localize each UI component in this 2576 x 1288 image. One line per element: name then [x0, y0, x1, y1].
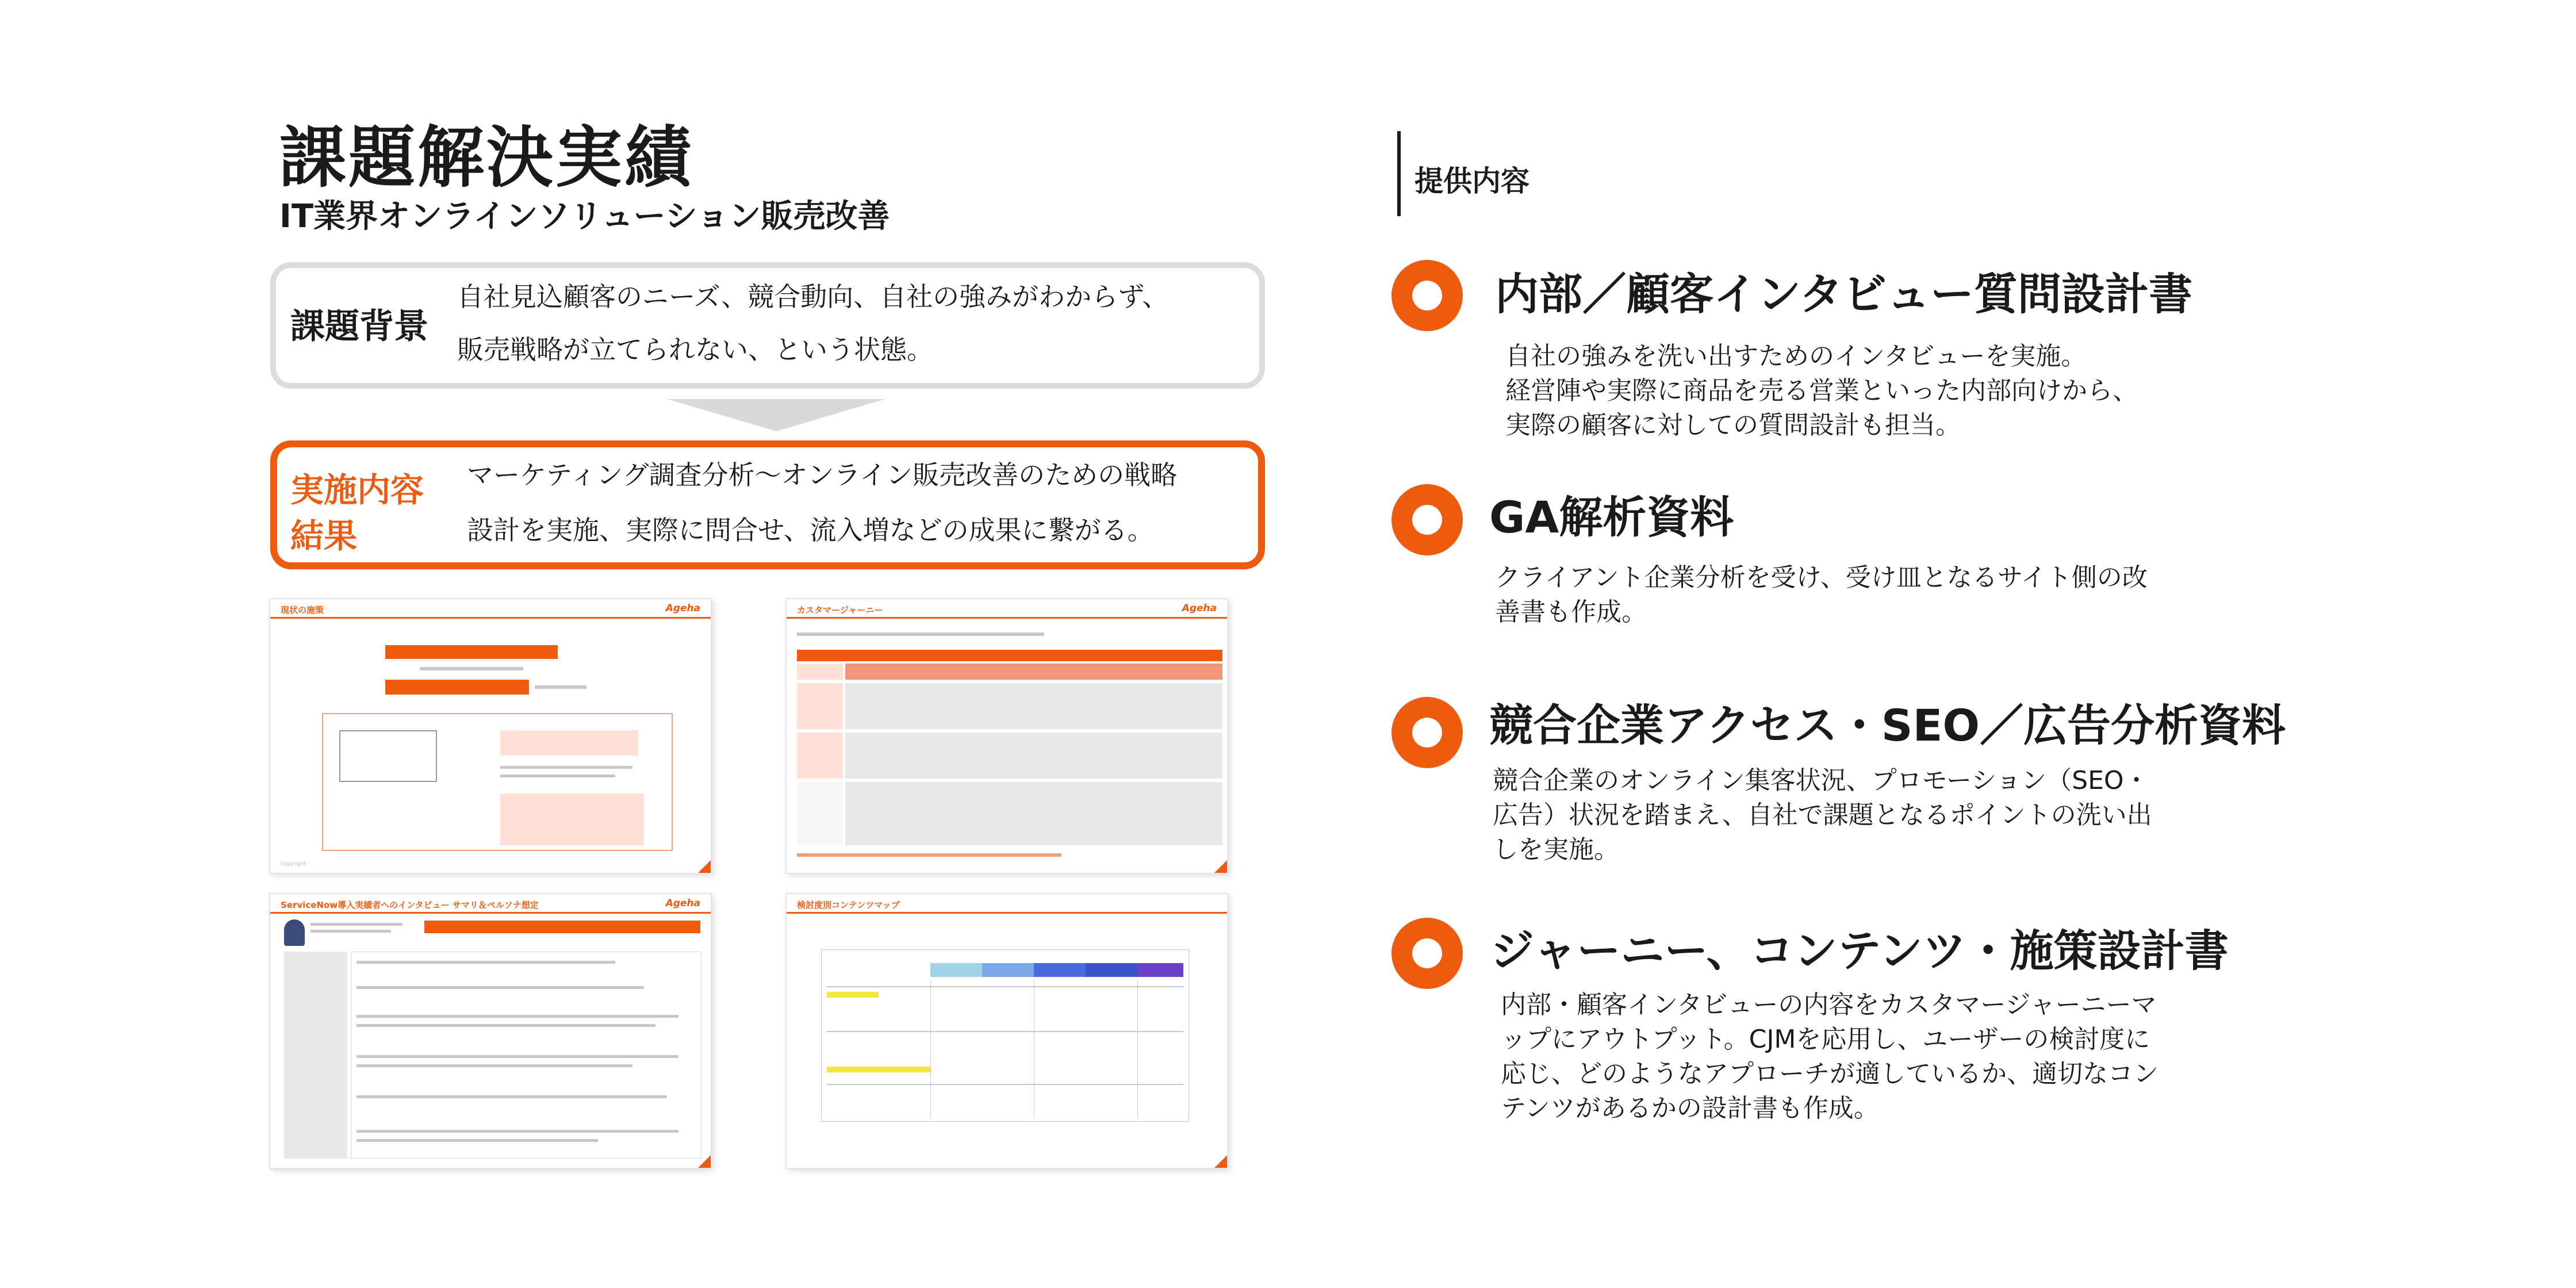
slide-shape [797, 733, 843, 779]
slide-logo: Ageha [665, 898, 700, 909]
slide-shape [356, 986, 644, 989]
slide-corner [1214, 860, 1227, 873]
slide-shape [797, 683, 843, 729]
slide-shape [797, 853, 1061, 857]
slide-shape [797, 664, 843, 680]
slide-shape [356, 1130, 678, 1133]
slide-shape [827, 992, 879, 998]
section-body: 競合企業のオンライン集客状況、プロモーション（SEO・ 広告）状況を踏まえ、自社で課題となるポイントの洗い出 しを実施。 [1493, 766, 2152, 864]
slide-thumbnail-customer-journey[interactable] [785, 598, 1228, 874]
slide-shape [356, 1024, 656, 1027]
section-body: 自社の強みを洗い出すためのインタビューを実施。 経営陣や実際に商品を売る営業といった内部向けから、 実際の顧客に対しての質問設計も担当。 [1505, 342, 2138, 440]
slide-logo: Ageha [1182, 603, 1217, 614]
background-text: 自社見込顧客のニーズ、競合動向、自社の強みがわからず、 販売戦略が立てられない、という状態。 [457, 281, 1169, 365]
provided-content-heading: 提供内容 [1414, 164, 1529, 198]
slide-shape [827, 1031, 1183, 1032]
slide-logo: Ageha [665, 603, 700, 614]
slide-title: 検討度別コンテンツマップ [797, 900, 900, 910]
page-title: 課題解決実績 [279, 119, 693, 197]
section-title: 競合企業アクセス・SEO／広告分析資料 [1489, 700, 2286, 751]
ring-bullet-icon [1392, 260, 1463, 331]
slide-shape [284, 952, 347, 1159]
slide-shape [310, 923, 402, 926]
background-label: 課題背景 [290, 306, 428, 347]
slide-shape [827, 1067, 930, 1072]
slide-shape [310, 930, 391, 933]
slide-thumbnail-interview-summary[interactable] [269, 893, 712, 1169]
ring-bullet-icon [1392, 697, 1463, 768]
slide-shape [500, 730, 638, 756]
slide-shape [1034, 963, 1086, 977]
ring-bullet-icon [1392, 484, 1463, 555]
implementation-label: 実施内容 結果 [290, 470, 424, 555]
slide-thumbnail-content-map[interactable] [785, 893, 1228, 1169]
slide-shape [827, 1084, 1183, 1085]
slide-shape [845, 664, 1222, 680]
slide-shape [356, 1095, 667, 1098]
slide-shape [424, 921, 700, 933]
slide-shape [356, 961, 615, 964]
slide-shape [385, 645, 558, 659]
slide-shape [356, 1064, 632, 1067]
down-arrow-icon [667, 399, 885, 431]
slide-title: カスタマージャーニー [797, 605, 883, 615]
ring-bullet-icon [1392, 918, 1463, 989]
slide-corner [698, 860, 711, 873]
slide-shape [797, 632, 1044, 636]
slide-shape [1086, 963, 1137, 977]
slide-shape [797, 782, 843, 845]
slide-shape [356, 1139, 598, 1142]
slide-shape [1137, 963, 1183, 977]
slide-shape [827, 986, 1183, 987]
slide-shape [845, 683, 1222, 729]
slide-shape [356, 1055, 678, 1058]
section-title: 内部／顧客インタビュー質問設計書 [1495, 269, 2192, 320]
page-subtitle: IT業界オンラインソリューション販売改善 [279, 198, 890, 235]
slide-shape [420, 667, 523, 670]
slide-shape [500, 775, 615, 777]
slide-shape [930, 963, 982, 977]
implementation-text: マーケティング調査分析〜オンライン販売改善のための戦略 設計を実施、実際に問合せ、流入増などの成果に繋がる。 [467, 459, 1178, 546]
section-body: クライアント企業分析を受け、受け皿となるサイト側の改 善書も作成。 [1495, 563, 2148, 627]
slide-corner [1214, 1155, 1227, 1168]
slide-shape [930, 980, 931, 1118]
slide-shape [500, 766, 632, 769]
slide-header [270, 599, 711, 619]
slide-shape [845, 733, 1222, 779]
slide-shape [982, 963, 1034, 977]
slide-shape [535, 685, 586, 689]
heading-bar [1397, 131, 1401, 216]
slide-corner [698, 1155, 711, 1168]
slide-shape [356, 1015, 678, 1018]
slide-shape [797, 650, 1222, 661]
slide-shape [385, 680, 529, 695]
slide-footer: Copyright [281, 861, 306, 867]
slide-title: 現状の施策 [281, 605, 324, 615]
section-body: 内部・顧客インタビューの内容をカスタマージャーニーマ ップにアウトプット。CJMを応用し、ユーザーの検討度に 応じ、どのようなアプローチが適しているか、適切なコン テンツがあるかの設計書も作成。 [1501, 990, 2159, 1123]
slide-shape [1137, 980, 1138, 1118]
section-title: ジャーニー、コンテンツ・施策設計書 [1490, 925, 2229, 976]
slide-thumbnail-current-measures[interactable] [269, 598, 712, 874]
slide-shape [500, 793, 644, 845]
slide-shape [845, 782, 1222, 845]
slide-shape [339, 730, 437, 782]
person-icon [284, 919, 305, 946]
section-title: GA解析資料 [1489, 492, 1734, 543]
slide-title: ServiceNow導入実績者へのインタビュー サマリ＆ペルソナ想定 [281, 900, 539, 910]
